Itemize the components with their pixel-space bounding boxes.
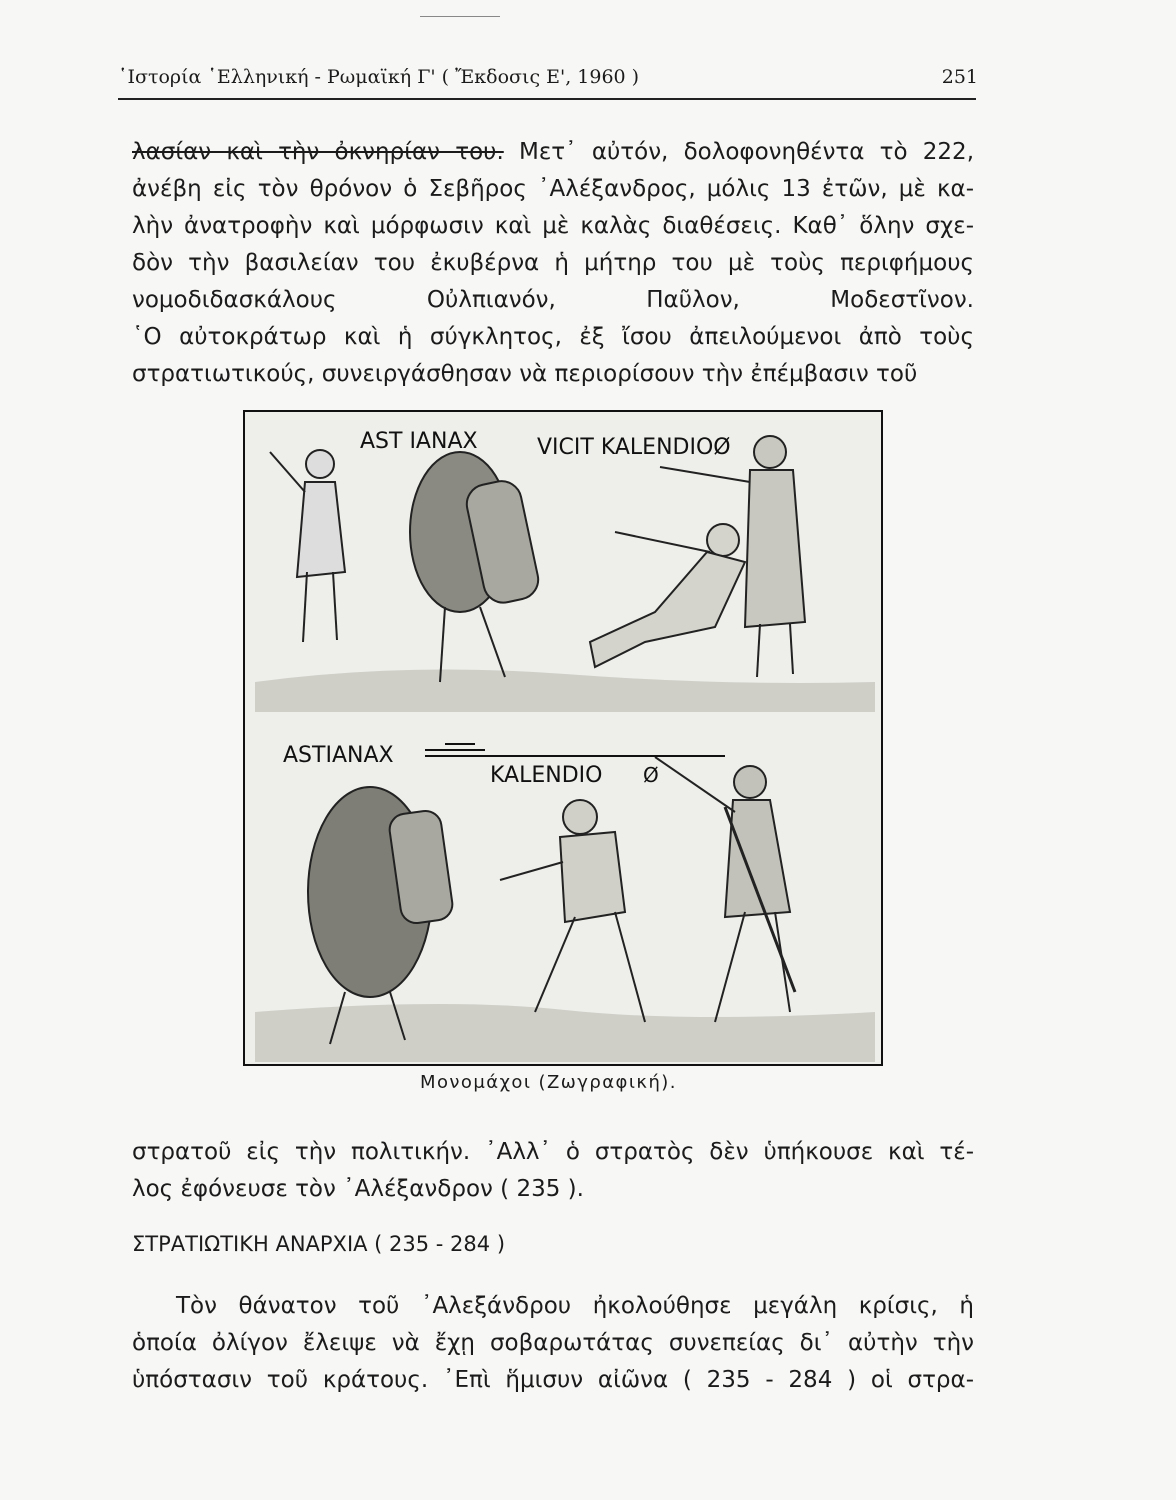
lower-gladiator-kalendio (500, 800, 645, 1022)
struck-text: λασίαν καὶ τὴν ὀκνηρίαν του. (132, 139, 504, 165)
text-line: λος ἐφόνευσε τὸν ᾿Αλέξανδρον ( 235 ). (132, 1176, 584, 1202)
null-symbol: Ø (643, 763, 659, 787)
header-rule (118, 98, 976, 100)
text-line: Τὸν θάνατον τοῦ ᾿Αλεξάνδρου ἠκολούθησε μεγάλη κρίσις, ἡ (176, 1293, 974, 1319)
upper-gladiator-kalendio-fallen (590, 524, 745, 667)
inscription-vicit-kalendio: VICIT KALENDIOØ (537, 435, 731, 460)
text-line: νομοδιδασκάλους Οὐλπιανόν, Παῦλον, Μοδεστῖνον. (132, 287, 974, 313)
upper-ground (255, 670, 875, 713)
text-line: ἀνέβη εἰς τὸν θρόνον ὁ Σεβῆρος ᾿Αλέξανδρος, μόλις 13 ἐτῶν, μὲ κα- (132, 176, 974, 202)
text-line: λασίαν καὶ τὴν ὀκνηρίαν του. Μετ᾽ αὐτόν, δολοφονηθέντα τὸ 222, (132, 139, 974, 165)
running-title: ῾Ιστορία ῾Ελληνική - Ρωμαϊκή Γ' ( Ἔκδοσις Ε', 1960 ) (118, 66, 640, 88)
figure-caption: Μονομάχοι (Ζωγραφική). (420, 1072, 677, 1093)
text-line: ὁποία ὀλίγον ἔλειψε νὰ ἔχῃ σοβαρωτάτας συνεπείας δι᾽ αὐτὴν τὴν (132, 1330, 974, 1356)
text-line: ῾Ο αὐτοκράτωρ καὶ ἡ σύγκλητος, ἐξ ἴσου ἀπειλούμενοι ἀπὸ τοὺς (132, 324, 974, 350)
section-heading: ΣΤΡΑΤΙΩΤΙΚΗ ΑΝΑΡΧΙΑ ( 235 - 284 ) (132, 1232, 506, 1256)
upper-referee-left (270, 450, 345, 642)
gladiator-mosaic-figure (243, 410, 883, 1066)
upper-gladiator-astianax (410, 452, 542, 682)
inscription-astianax-top: AST IANAX (360, 429, 478, 454)
paragraph-mid (132, 1134, 974, 1208)
text-line: λὴν ἀνατροφὴν καὶ μόρφωσιν καὶ μὲ καλὰς διαθέσεις. Καθ᾽ ὅλην σχε- (132, 213, 974, 239)
lower-ground (255, 1004, 875, 1062)
text-line: στρατοῦ εἰς τὴν πολιτικήν. ᾿Αλλ᾽ ὁ στρατὸς δὲν ὑπήκουσε καὶ τέ- (132, 1139, 974, 1165)
upper-referee-right (660, 436, 805, 677)
running-header (118, 66, 978, 96)
text-line: ὑπόστασιν τοῦ κράτους. ᾿Επὶ ἥμισυν αἰῶνα ( 235 - 284 ) οἱ στρα- (132, 1367, 974, 1393)
inscription-divider-mark (425, 744, 725, 756)
paragraph-bottom (132, 1288, 974, 1399)
paragraph-top (132, 134, 974, 393)
lower-referee (655, 757, 795, 1022)
text-line: δὸν τὴν βασιλείαν του ἐκυβέρνα ἡ μήτηρ του μὲ τοὺς περιφήμους (132, 250, 974, 276)
page-number: 251 (941, 66, 978, 88)
text-line: στρατιωτικούς, συνειργάσθησαν νὰ περιορίσουν τὴν ἐπέμβασιν τοῦ (132, 361, 918, 387)
inscription-astianax-bottom: ASTIANAX (283, 743, 394, 768)
inscription-kalendio-bottom: KALENDIO (490, 763, 603, 788)
scan-mark (420, 16, 500, 17)
mosaic-illustration (245, 412, 881, 1064)
